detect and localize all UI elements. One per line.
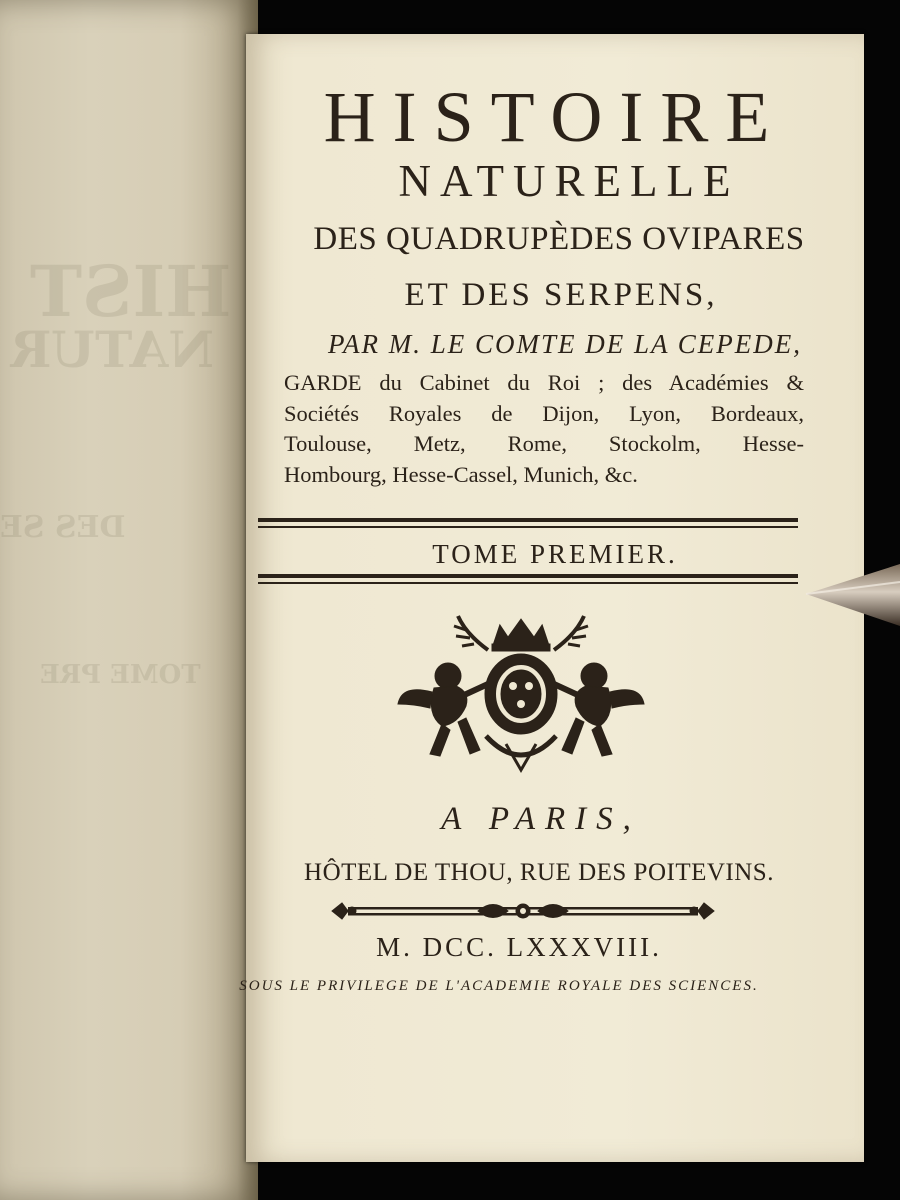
rule-thick — [258, 574, 798, 578]
title-page — [239, 34, 864, 1162]
rule-thin — [258, 582, 798, 584]
subtitle-line-2: ET DES SERPENS, — [404, 277, 718, 313]
title-line-histoire: HISTOIRE — [323, 77, 787, 157]
rule-thin — [258, 526, 798, 528]
credentials-line: Sociétés Royales de Dijon, Lyon, Bordeaux, — [284, 400, 804, 426]
bleed-through-text: DES SE — [0, 510, 126, 545]
author-credentials — [284, 368, 804, 490]
title-line-naturelle: NATURELLE — [398, 156, 740, 206]
year-line: M. DCC. LXXXVIII. — [376, 932, 662, 962]
bleed-through-text: TOME PRE — [40, 660, 201, 690]
metal-pointer-icon — [804, 560, 900, 630]
royal-crest-with-cherubs-icon — [396, 614, 646, 774]
author-line: PAR M. LE COMTE DE LA CEPEDE, — [328, 329, 802, 359]
rule-thick — [258, 518, 798, 522]
city-line: A PARIS, — [441, 801, 641, 837]
bleed-through-text: NATUR — [10, 320, 215, 379]
bleed-through-text: HIST — [30, 250, 232, 333]
subtitle-line-1: DES QUADRUPÈDES OVIPARES — [313, 221, 805, 257]
volume-label: TOME PREMIER. — [432, 539, 678, 569]
publisher-line: HÔTEL DE THOU, RUE DES POITEVINS. — [304, 859, 774, 886]
credentials-line: Hombourg, Hesse-Cassel, Munich, &c. — [284, 461, 638, 487]
facing-page — [0, 0, 258, 1200]
credentials-line: Toulouse, Metz, Rome, Stockolm, Hesse- — [284, 431, 804, 456]
privilege-line: SOUS LE PRIVILEGE DE L'ACADEMIE ROYALE DES SCIENCES. — [239, 978, 759, 994]
ornamental-fleuron-icon — [328, 896, 718, 926]
credentials-line: GARDE du Cabinet du Roi ; des Académies & — [284, 370, 804, 395]
